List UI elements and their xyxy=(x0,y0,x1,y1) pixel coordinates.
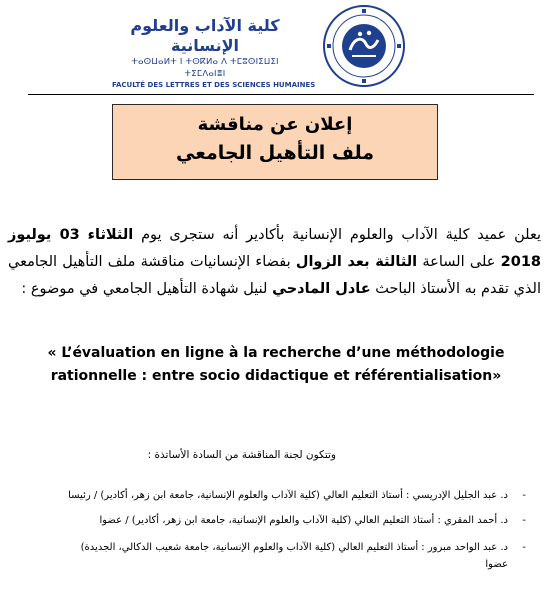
thesis-subject: « L’évaluation en ligne à la recherche d’une méthodologie rationnelle : entre socio didactique et référentialisation» xyxy=(47,345,505,384)
announce-text-1: يعلن عميد كلية الآداب والعلوم الإنسانية بأكادير أنه ستجرى يوم xyxy=(133,227,542,243)
committee-intro: وتتكون لجنة المناقشة من السادة الأساتذة : xyxy=(147,449,336,461)
member-details: : أستاذ التعليم العالي (كلية الآداب والعلوم الإنسانية، جامعة ابن زهر، أكادير) / رئيسا xyxy=(68,490,410,501)
list-dash: - xyxy=(522,490,526,501)
header-divider xyxy=(28,94,534,95)
member-details: : أستاذ التعليم العالي (كلية الآداب والعلوم الإنسانية، جامعة شعيب الدكالي، الجديدة) xyxy=(80,542,425,553)
letterhead xyxy=(0,0,550,92)
university-seal-icon xyxy=(322,4,406,88)
announce-text-2: على الساعة xyxy=(417,254,501,270)
list-dash: - xyxy=(522,515,526,526)
announcement-paragraph xyxy=(8,222,541,303)
defense-day: الثلاثاء xyxy=(87,227,134,243)
committee-member xyxy=(16,539,536,573)
committee-member xyxy=(16,489,536,503)
faculty-name-arabic: كلية الآداب والعلوم الإنسانية xyxy=(130,16,280,55)
title-line-1: إعلان عن مناقشة xyxy=(197,114,353,135)
committee-members-list xyxy=(16,489,536,573)
member-name: د. عبد الواحد مبرور xyxy=(427,542,508,553)
title-line-2: ملف التأهيل الجامعي xyxy=(176,142,374,164)
defense-time: الثالثة بعد الزوال xyxy=(295,254,418,270)
faculty-logo xyxy=(112,16,316,90)
announcement-title-box xyxy=(112,104,438,180)
announce-text-3: بفضاء الإنسانيات مناقشة ملف التأهيل الجامعي الذي تقدم به الأستاذ الباحث xyxy=(8,254,541,297)
member-details: : أستاذ التعليم العالي (كلية الآداب والعلوم الإنسانية، جامعة ابن زهر، أكادير) / عضوا xyxy=(99,515,441,526)
defense-date: 03 يوليوز 2018 xyxy=(8,227,541,270)
faculty-name-french: FACULTÉ DES LETTRES ET DES SCIENCES HUMAINES xyxy=(112,81,316,89)
committee-member xyxy=(16,514,536,528)
member-name: د. أحمد المقري xyxy=(444,515,508,526)
announce-text-4: لنيل شهادة التأهيل الجامعي في موضوع : xyxy=(21,281,273,297)
member-role: عضوا xyxy=(485,559,508,570)
list-dash: - xyxy=(522,542,526,553)
member-name: د. عبد الجليل الإدريسي xyxy=(412,490,508,501)
faculty-name-tifinagh: ⵜⴰⵙⵡⴰⵍⵜ ⵏ ⵜⵙⴽⵍⴰ ⴷ ⵜⵎⵓⵙⵏⵉⵡⵉⵏ ⵜⵉⵎⴷⴰⵏⴻⵏ xyxy=(131,57,279,79)
researcher-name: عادل المادحي xyxy=(272,281,371,297)
